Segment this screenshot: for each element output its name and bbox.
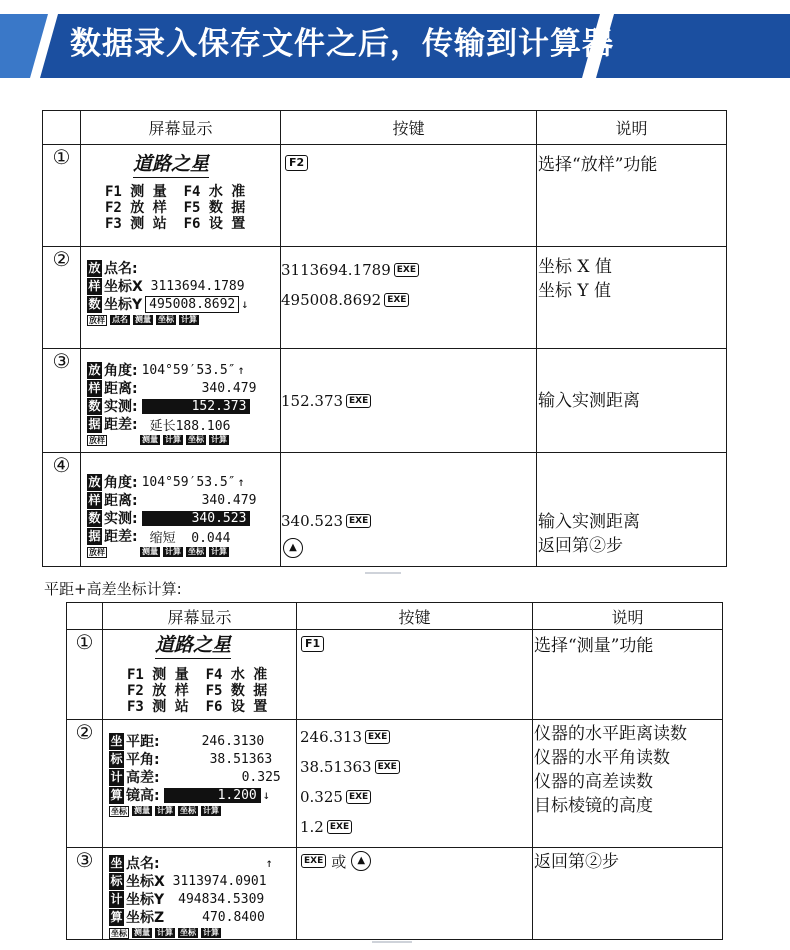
- header-keys: 按键: [281, 111, 537, 145]
- field-label: 实测:: [104, 399, 138, 415]
- exe-key: EXE: [301, 854, 326, 868]
- lcd-screen: [81, 349, 280, 446]
- softkey: 计算: [165, 547, 181, 556]
- exe-key: EXE: [346, 514, 371, 528]
- side-tab: 样: [88, 492, 101, 507]
- main-menu-screen: [103, 630, 296, 715]
- keys-cell: [281, 145, 537, 247]
- softkey: 坐标: [188, 435, 204, 444]
- title-banner: [0, 0, 790, 78]
- softkey-label: 坐标: [111, 806, 127, 816]
- screen-cell: [81, 349, 281, 453]
- note-text: 目标棱镜的高度: [534, 796, 653, 816]
- note-text: 选择“测量”功能: [534, 636, 654, 656]
- lcd-screen: [103, 848, 296, 939]
- lcd-screen: [103, 720, 296, 817]
- softkey: 测量: [134, 928, 150, 937]
- screen-cell: [103, 630, 297, 720]
- table-header-row: [43, 111, 727, 145]
- softkey: 点名: [112, 315, 128, 324]
- field-value: 470.8400: [202, 909, 265, 925]
- table-row: [43, 453, 727, 567]
- field-label: 平角:: [126, 752, 160, 768]
- measured-value-highlight: 152.373: [142, 399, 251, 414]
- field-value: 340.479: [201, 380, 257, 396]
- or-text: 或: [331, 852, 347, 871]
- header-index: [67, 603, 103, 630]
- step-number: ②: [67, 720, 103, 848]
- table-header-row: [67, 603, 723, 630]
- header-note: 说明: [537, 111, 727, 145]
- lcd-screen: [81, 453, 280, 558]
- menu-title: 道路之星: [155, 630, 231, 659]
- menu-line: F3 测 站 F6 设 置: [127, 699, 268, 715]
- softkey: 计算: [157, 806, 173, 815]
- field-value: 246.3130: [201, 733, 265, 749]
- field-label: 距离:: [104, 493, 138, 509]
- up-arrow-icon: ↑: [237, 475, 245, 489]
- side-tab: 坐: [110, 855, 123, 870]
- menu-line: F1 测 量 F4 水 准: [127, 667, 268, 683]
- screen-cell: [81, 453, 281, 567]
- menu-line: F2 放 样 F5 数 据: [105, 200, 246, 216]
- softkey: 坐标: [188, 547, 204, 556]
- side-tab: 坐: [110, 733, 123, 748]
- exe-key: EXE: [384, 293, 409, 307]
- field-label: 坐标Y: [104, 297, 143, 313]
- field-value-input: 495008.8692: [145, 296, 239, 313]
- menu-line: F2 放 样 F5 数 据: [127, 683, 268, 699]
- screen-cell: [81, 145, 281, 247]
- field-label: 高差:: [126, 770, 160, 786]
- table-row: [67, 720, 723, 848]
- side-tab: 据: [88, 528, 101, 543]
- side-tab: 放: [88, 362, 101, 377]
- field-value: 104°59′53.5″: [141, 362, 236, 378]
- note-text: 选择“放样”功能: [538, 155, 658, 175]
- note-text: 输入实测距离: [538, 512, 640, 532]
- note-cell: [533, 720, 723, 848]
- side-tab: 标: [110, 873, 123, 888]
- key-input-value: 3113694.1789: [281, 261, 391, 279]
- field-label: 平距:: [126, 734, 160, 750]
- stakeout-table: [42, 110, 727, 567]
- down-arrow-icon: ↓: [241, 297, 249, 311]
- keys-cell: [297, 848, 533, 940]
- note-text: 坐标 X 值: [538, 257, 612, 277]
- up-triangle-key-icon: ▲: [283, 538, 303, 558]
- side-tab: 样: [88, 380, 101, 395]
- key-input-value: 1.2: [300, 818, 324, 836]
- header-screen: 屏幕显示: [81, 111, 281, 145]
- field-label: 角度:: [104, 363, 138, 379]
- table-row: [43, 349, 727, 453]
- side-tab: 数: [88, 296, 101, 311]
- field-value: 3113974.0901: [172, 873, 267, 889]
- side-tab: 算: [110, 909, 123, 924]
- side-tab: 放: [88, 474, 101, 489]
- note-cell: [537, 349, 727, 453]
- softkey: 坐标: [180, 928, 196, 937]
- table-row: [43, 247, 727, 349]
- field-value: 340.479: [201, 492, 257, 508]
- field-value: 延长188.106: [149, 418, 231, 434]
- side-tab: 样: [88, 278, 101, 293]
- screen-cell: [103, 720, 297, 848]
- note-cell: [537, 453, 727, 567]
- field-label: 坐标X: [126, 874, 165, 890]
- step-number: ③: [67, 848, 103, 940]
- key-input-value: 495008.8692: [281, 291, 382, 309]
- note-text: 坐标 Y 值: [538, 281, 612, 301]
- note-cell: [537, 247, 727, 349]
- softkey: 计算: [203, 806, 219, 815]
- coordinate-calc-table: [66, 602, 723, 940]
- note-cell: [533, 848, 723, 940]
- header-screen: 屏幕显示: [103, 603, 297, 630]
- key-input-value: 246.313: [300, 728, 363, 746]
- key-input-value: 340.523: [281, 512, 344, 530]
- exe-key: EXE: [375, 760, 400, 774]
- table-row: [67, 630, 723, 720]
- divider: [365, 572, 401, 574]
- key-input-value: 38.51363: [300, 758, 372, 776]
- softkey: 坐标: [158, 315, 174, 324]
- field-label: 角度:: [104, 475, 138, 491]
- exe-key: EXE: [394, 263, 419, 277]
- step-number: ①: [67, 630, 103, 720]
- field-label: 距差:: [104, 417, 138, 433]
- screen-cell: [81, 247, 281, 349]
- field-label: 距差:: [104, 529, 138, 545]
- f1-key: F1: [301, 636, 324, 652]
- header-note: 说明: [533, 603, 723, 630]
- softkey-label: 放样: [89, 435, 105, 445]
- note-text: 输入实测距离: [538, 390, 640, 411]
- softkey: 计算: [211, 435, 227, 444]
- step-number: ②: [43, 247, 81, 349]
- side-tab: 据: [88, 416, 101, 431]
- side-tab: 放: [88, 260, 101, 275]
- note-text: 仪器的高差读数: [534, 772, 653, 792]
- field-label: 距离:: [104, 381, 138, 397]
- softkey-label: 放样: [89, 547, 105, 557]
- softkey: 测量: [142, 435, 158, 444]
- softkey: 坐标: [180, 806, 196, 815]
- lcd-screen: [81, 247, 280, 326]
- field-label: 镜高:: [126, 788, 160, 804]
- exe-key: EXE: [346, 790, 371, 804]
- note-text: 仪器的水平距离读数: [534, 724, 687, 744]
- softkey: 计算: [165, 435, 181, 444]
- keys-cell: [297, 630, 533, 720]
- side-tab: 算: [110, 787, 123, 802]
- softkey-label: 坐标: [111, 928, 127, 938]
- menu-title: 道路之星: [133, 149, 209, 178]
- header-keys: 按键: [297, 603, 533, 630]
- up-arrow-icon: ↑: [237, 363, 245, 377]
- step-number: ①: [43, 145, 81, 247]
- field-value: 104°59′53.5″: [141, 474, 236, 490]
- softkey: 测量: [135, 315, 151, 324]
- softkey: 计算: [211, 547, 227, 556]
- exe-key: EXE: [365, 730, 390, 744]
- field-label: 点名:: [126, 856, 160, 872]
- note-text: 返回第②步: [538, 536, 623, 556]
- keys-cell: [281, 349, 537, 453]
- menu-line: F3 测 站 F6 设 置: [105, 216, 246, 232]
- keys-cell: [297, 720, 533, 848]
- page-title: 数据录入保存文件之后，传输到计算器: [70, 26, 614, 62]
- softkey: 测量: [142, 547, 158, 556]
- step-number: ③: [43, 349, 81, 453]
- softkey: 计算: [157, 928, 173, 937]
- side-tab: 数: [88, 510, 101, 525]
- step-number: ④: [43, 453, 81, 567]
- exe-key: EXE: [346, 394, 371, 408]
- screen-cell: [103, 848, 297, 940]
- header-index: [43, 111, 81, 145]
- softkey: 计算: [181, 315, 197, 324]
- up-triangle-key-icon: ▲: [351, 851, 371, 871]
- up-arrow-icon: ↑: [265, 856, 273, 870]
- field-value: 3113694.1789: [150, 278, 245, 294]
- table-row: [43, 145, 727, 247]
- down-arrow-icon: ↓: [262, 788, 270, 802]
- keys-cell: [281, 247, 537, 349]
- softkey-label: 放样: [89, 315, 105, 325]
- note-cell: [533, 630, 723, 720]
- field-value: 缩短 0.044: [149, 530, 231, 546]
- note-cell: [537, 145, 727, 247]
- menu-line: F1 测 量 F4 水 准: [105, 184, 246, 200]
- field-label: 坐标Y: [126, 892, 165, 908]
- side-tab: 数: [88, 398, 101, 413]
- side-tab: 计: [110, 769, 123, 784]
- key-input-value: 152.373: [281, 391, 344, 410]
- softkey: 测量: [134, 806, 150, 815]
- table-row: [67, 848, 723, 940]
- note-text: 返回第②步: [534, 852, 619, 872]
- field-value: 0.325: [241, 769, 281, 785]
- f2-key: F2: [285, 155, 308, 171]
- keys-cell: [281, 453, 537, 567]
- side-tab: 标: [110, 751, 123, 766]
- field-label: 坐标Z: [126, 910, 165, 926]
- field-label: 坐标X: [104, 279, 143, 295]
- softkey: 计算: [203, 928, 219, 937]
- field-value: 494834.5309: [178, 891, 265, 907]
- field-label: 实测:: [104, 511, 138, 527]
- side-tab: 计: [110, 891, 123, 906]
- divider: [372, 941, 412, 943]
- prism-height-highlight: 1.200: [164, 788, 261, 803]
- measured-value-highlight: 340.523: [142, 511, 251, 526]
- note-text: 仪器的水平角读数: [534, 748, 670, 768]
- main-menu-screen: [81, 145, 280, 232]
- field-value: 38.51363: [209, 751, 273, 767]
- key-input-value: 0.325: [300, 788, 343, 806]
- section-heading: 平距+高差坐标计算:: [44, 580, 182, 598]
- exe-key: EXE: [327, 820, 352, 834]
- field-label: 点名:: [104, 261, 138, 277]
